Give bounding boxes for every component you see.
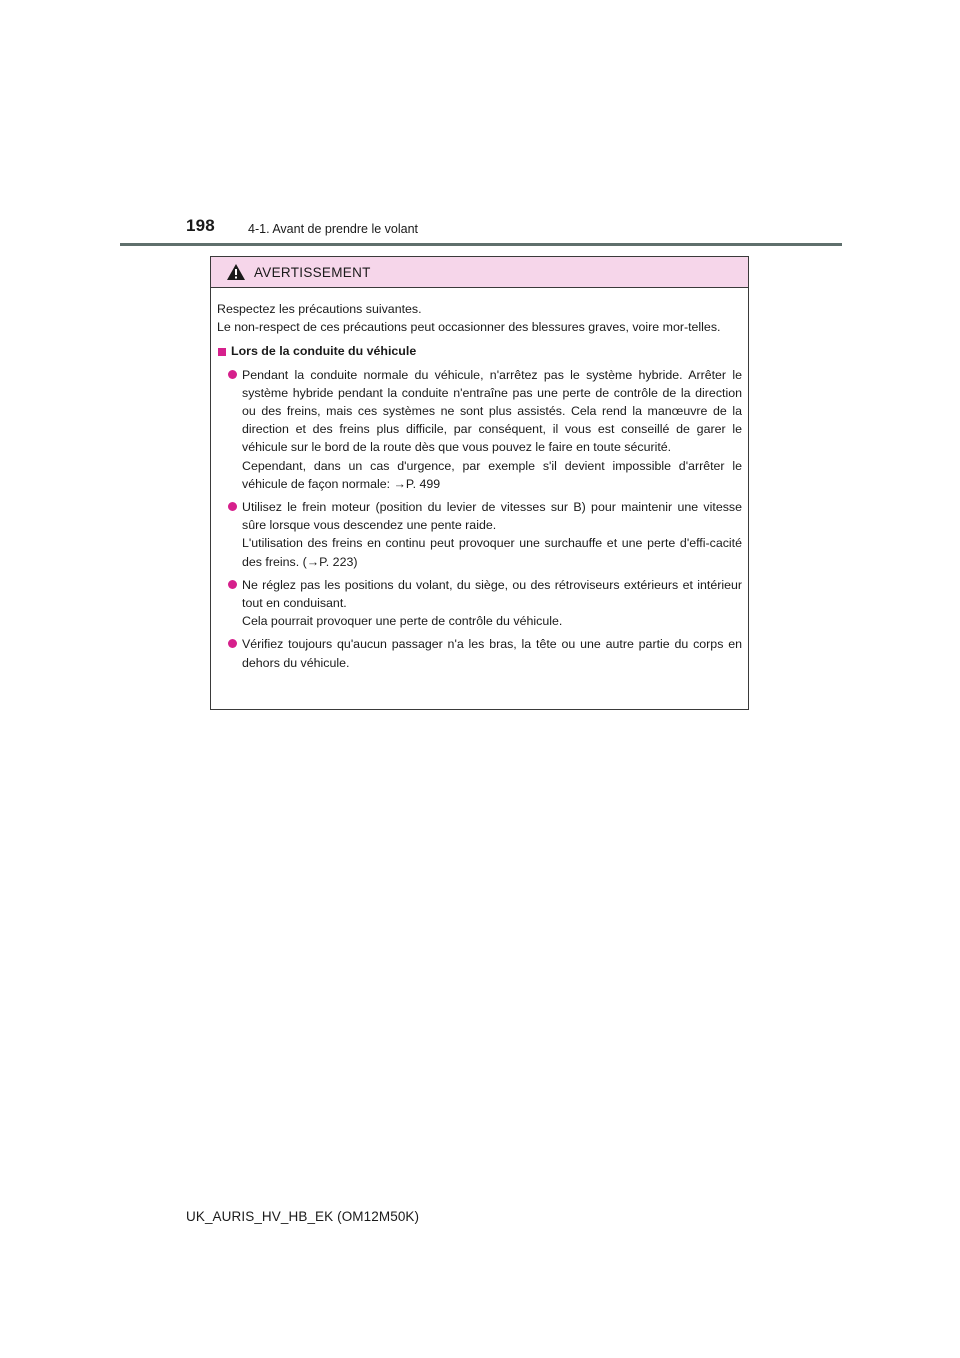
square-bullet-icon: [218, 348, 226, 356]
list-item: [217, 635, 742, 671]
warning-body: [211, 288, 748, 672]
dot-bullet-icon: [228, 580, 237, 589]
dot-bullet-icon: [228, 370, 237, 379]
subheading-text: Lors de la conduite du véhicule: [231, 344, 417, 359]
list-item: [217, 366, 742, 493]
list-item-text: Pendant la conduite normale du véhicule, n'arrêtez pas le système hybride. Arrêter le système hybride pendant la conduite n'entraîne pas une perte de contrôle de la direction ou des freins, mais ces systèmes ne sont plus assistés. Cela rend la manœuvre de la direction et des freins plus difficile, par conséquent, il vous est conseillé de garer le véhicule sur le bord de la route dès que vous pouvez le faire en toute sécurité.: [242, 367, 742, 455]
list-item-text: Utilisez le frein moteur (position du levier de vitesses sur B) pour maintenir une vitesse sûre lorsque vous descendez une pente raide.: [242, 500, 742, 533]
manual-code: UK_AURIS_HV_HB_EK (OM12M50K): [186, 1209, 420, 1224]
section-title: 4-1. Avant de prendre le volant: [248, 222, 419, 236]
warning-triangle-icon: [226, 263, 246, 281]
subheading: [217, 342, 742, 360]
list-item: [217, 498, 742, 571]
list-item: [217, 576, 742, 631]
list-item-text: Cela pourrait provoquer une perte de contrôle du véhicule.: [242, 614, 563, 629]
warning-header: [211, 257, 748, 288]
list-item-text: L'utilisation des freins en continu peut provoquer une surchauffe et une perte d'effi-cacité des freins. (→P. 223): [242, 536, 742, 569]
list-item-text: Cependant, dans un cas d'urgence, par exemple s'il devient impossible d'arrêter le véhicule de façon normale: →P. 499: [242, 458, 742, 491]
dot-bullet-icon: [228, 639, 237, 648]
intro-line: Respectez les précautions suivantes.: [217, 302, 422, 316]
list-item-text: Ne réglez pas les positions du volant, du siège, ou des rétroviseurs extérieurs et intérieur tout en conduisant.: [242, 577, 742, 611]
warning-intro: [217, 300, 742, 336]
page-number: 198: [186, 216, 215, 235]
warning-title: AVERTISSEMENT: [254, 264, 371, 280]
warning-box: [210, 256, 749, 710]
header-rule: [120, 243, 842, 246]
list-item-text: Vérifiez toujours qu'aucun passager n'a les bras, la tête ou une autre partie du corps en dehors du véhicule.: [242, 637, 742, 670]
dot-bullet-icon: [228, 502, 237, 511]
intro-line: Le non-respect de ces précautions peut occasionner des blessures graves, voire mor-telles.: [217, 320, 721, 335]
